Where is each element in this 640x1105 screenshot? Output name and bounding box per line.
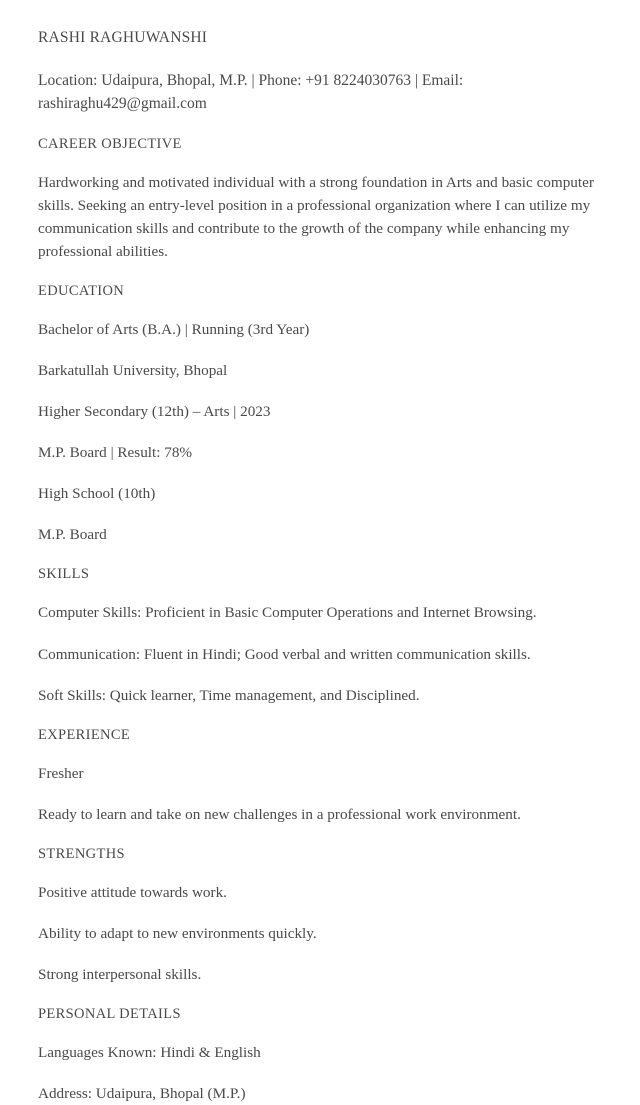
personal-details-line: Languages Known: Hindi & English xyxy=(38,1043,261,1061)
section-heading-experience: EXPERIENCE xyxy=(38,727,131,744)
career-objective-text: Hardworking and motivated individual with a strong foundation in Arts and basic computer skills. Seeking an entry-level position in a professional organization where I can utilize my communication skills and contribute to the growth of the company while enhancing my professional abilities. xyxy=(38,174,594,260)
strengths-line: Strong interpersonal skills. xyxy=(38,966,202,983)
section-heading-skills: SKILLS xyxy=(38,566,90,583)
skills-line: Computer Skills: Proficient in Basic Computer Operations and Internet Browsing. xyxy=(38,604,537,622)
contact-info: Location: Udaipura, Bhopal, M.P. | Phone: +91 8224030763 | Email: rashiraghu429@gmail.com xyxy=(38,71,464,113)
experience-line: Fresher xyxy=(38,765,84,783)
education-line: High School (10th) xyxy=(38,485,156,503)
section-heading-personal-details: PERSONAL DETAILS xyxy=(38,1006,181,1023)
strengths-line: Ability to adapt to new environments quickly. xyxy=(38,924,317,942)
skills-line: Soft Skills: Quick learner, Time management, and Disciplined. xyxy=(38,687,420,705)
education-line: Bachelor of Arts (B.A.) | Running (3rd Year) xyxy=(38,321,310,339)
skills-line: Communication: Fluent in Hindi; Good verbal and written communication skills. xyxy=(38,646,531,664)
experience-line: Ready to learn and take on new challenges in a professional work environment. xyxy=(38,806,521,824)
personal-details-line: Address: Udaipura, Bhopal (M.P.) xyxy=(38,1084,246,1102)
section-heading-education: EDUCATION xyxy=(38,283,125,300)
education-line: Higher Secondary (12th) – Arts | 2023 xyxy=(38,403,271,421)
section-heading-career-objective: CAREER OBJECTIVE xyxy=(38,136,182,153)
section-heading-strengths: STRENGTHS xyxy=(38,846,125,863)
education-line: Barkatullah University, Bhopal xyxy=(38,362,228,380)
candidate-name: RASHI RAGHUWANSHI xyxy=(38,29,208,46)
education-line: M.P. Board | Result: 78% xyxy=(38,444,193,462)
strengths-line: Positive attitude towards work. xyxy=(38,883,227,901)
education-line: M.P. Board xyxy=(38,526,107,544)
